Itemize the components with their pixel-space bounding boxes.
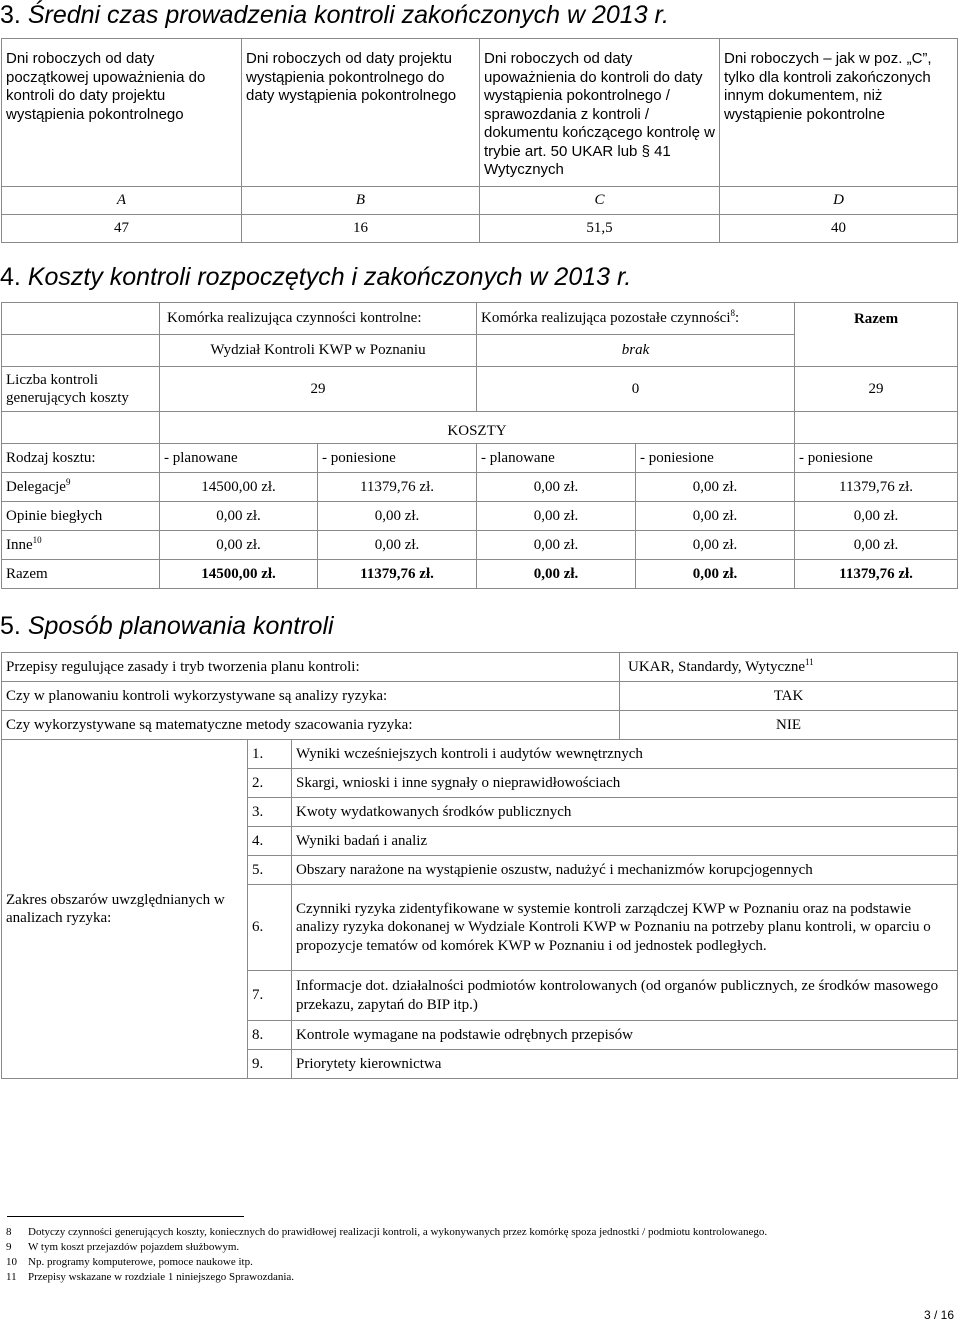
a-regulations: UKAR, Standardy, Wytyczne$^{11}$ bbox=[620, 653, 958, 682]
col-c-header: Dni roboczych od daty upoważnienia do kontroli do daty wystąpienia pokontrolnego / sprawozdania z kontroli / dokumentu kończącego kontrolę w trybie art. 50 UKAR lub § 41 Wytycznych bbox=[480, 39, 720, 187]
footnote-9: 9 W tym koszt przejazdów pojazdem służbowym. bbox=[6, 1241, 240, 1253]
cost-type-cell: - poniesione bbox=[795, 444, 958, 473]
area-text: Informacje dot. działalności podmiotów kontrolowanych (od organów publicznych, ze środków masowego przekazu, zapytań do BIP itp.) bbox=[292, 971, 958, 1021]
avg-time-table bbox=[1, 38, 958, 243]
col-d-header: Dni roboczych – jak w poz. „C”, tylko dla kontroli zakończonych innym dokumentem, niż wystąpienie pokontrolne bbox=[720, 39, 958, 187]
table-row: Delegacje$^9$ 14500,00 zł. 11379,76 zł. 0,00 zł. 0,00 zł. 11379,76 zł. bbox=[2, 473, 958, 502]
area-number: 3. bbox=[248, 798, 292, 827]
areas-label: Zakres obszarów uwzględnianych w analizach ryzyka: bbox=[2, 740, 248, 1079]
area-number: 8. bbox=[248, 1021, 292, 1050]
col-c-value: 51,5 bbox=[480, 215, 720, 243]
koszty-header: KOSZTY bbox=[160, 412, 795, 444]
q-math-methods: Czy wykorzystywane są matematyczne metody szacowania ryzyka: bbox=[2, 711, 620, 740]
area-number: 5. bbox=[248, 856, 292, 885]
count-unit2: 0 bbox=[477, 367, 795, 412]
a-risk-analysis: TAK bbox=[620, 682, 958, 711]
count-label: Liczba kontroli generujących koszty bbox=[2, 367, 160, 412]
area-text: Wyniki wcześniejszych kontroli i audytów wewnętrznych bbox=[292, 740, 958, 769]
unit1-name: Wydział Kontroli KWP w Poznaniu bbox=[160, 335, 477, 367]
a-math-methods: NIE bbox=[620, 711, 958, 740]
cost-type-label: Rodzaj kosztu: bbox=[2, 444, 160, 473]
area-number: 9. bbox=[248, 1050, 292, 1079]
planning-table bbox=[1, 652, 958, 1079]
area-number: 4. bbox=[248, 827, 292, 856]
q-regulations: Przepisy regulujące zasady i tryb tworzenia planu kontroli: bbox=[2, 653, 620, 682]
cost-type-cell: - planowane bbox=[477, 444, 636, 473]
cost-type-cell: - poniesione bbox=[318, 444, 477, 473]
total-row: Razem 14500,00 zł. 11379,76 zł. 0,00 zł. 0,00 zł. 11379,76 zł. bbox=[2, 560, 958, 589]
footnote-10: 10 Np. programy komputerowe, pomoce naukowe itp. bbox=[6, 1256, 253, 1268]
col-d-value: 40 bbox=[720, 215, 958, 243]
area-text: Czynniki ryzyka zidentyfikowane w systemie kontroli zarządczej KWP w Poznaniu oraz na podstawie analizy ryzyka dokonanej w Wydziale Kontroli KWP w Poznaniu na potrzeby planu kontroli, w oparciu o propozycje tematów od komórek KWP w Poznaniu i od jednostek podległych. bbox=[292, 885, 958, 971]
footnote-8: 8 Dotyczy czynności generujących koszty, koniecznych do prawidłowej realizacji kontroli, a wykonywanych przez komórkę spoza jednostki / podmiotu kontrolowanego. bbox=[6, 1226, 768, 1238]
table-row: Opinie biegłych 0,00 zł. 0,00 zł. 0,00 zł. 0,00 zł. 0,00 zł. bbox=[2, 502, 958, 531]
col-a-header: Dni roboczych od daty początkowej upoważnienia do kontroli do daty projektu wystąpienia pokontrolnego bbox=[2, 39, 242, 187]
costs-table bbox=[1, 302, 958, 589]
col-b-value: 16 bbox=[242, 215, 480, 243]
razem-header: Razem bbox=[795, 303, 958, 367]
col-b-header: Dni roboczych od daty projektu wystąpienia pokontrolnego do daty wystąpienia pokontrolnego bbox=[242, 39, 480, 187]
q-risk-analysis: Czy w planowaniu kontroli wykorzystywane są analizy ryzyka: bbox=[2, 682, 620, 711]
cost-type-cell: - planowane bbox=[160, 444, 318, 473]
col-c-letter: C bbox=[480, 187, 720, 215]
col-a-letter: A bbox=[2, 187, 242, 215]
area-number: 2. bbox=[248, 769, 292, 798]
cost-type-cell: - poniesione bbox=[636, 444, 795, 473]
area-text: Wyniki badań i analiz bbox=[292, 827, 958, 856]
count-unit1: 29 bbox=[160, 367, 477, 412]
unit1-header: Komórka realizująca czynności kontrolne: bbox=[160, 303, 477, 335]
unit2-header: Komórka realizująca pozostałe czynności$^8$: bbox=[477, 303, 795, 335]
col-a-value: 47 bbox=[2, 215, 242, 243]
col-b-letter: B bbox=[242, 187, 480, 215]
area-number: 7. bbox=[248, 971, 292, 1021]
area-text: Priorytety kierownictwa bbox=[292, 1050, 958, 1079]
unit2-name: brak bbox=[477, 335, 795, 367]
area-text: Kontrole wymagane na podstawie odrębnych przepisów bbox=[292, 1021, 958, 1050]
section-5-heading: 5. Sposób planowania kontroli bbox=[0, 612, 334, 640]
cost-type-row bbox=[2, 444, 958, 473]
col-d-letter: D bbox=[720, 187, 958, 215]
footnote-11: 11 Przepisy wskazane w rozdziale 1 niniejszego Sprawozdania. bbox=[6, 1271, 295, 1283]
section-3-heading: 3. Średni czas prowadzenia kontroli zakończonych w 2013 r. bbox=[0, 1, 669, 29]
section-4-heading: 4. Koszty kontroli rozpoczętych i zakończonych w 2013 r. bbox=[0, 263, 632, 291]
area-text: Obszary narażone na wystąpienie oszustw, nadużyć i mechanizmów korupcjogennych bbox=[292, 856, 958, 885]
area-text: Kwoty wydatkowanych środków publicznych bbox=[292, 798, 958, 827]
area-number: 1. bbox=[248, 740, 292, 769]
page-number: 3 / 16 bbox=[923, 1308, 954, 1322]
footnote-separator bbox=[7, 1216, 244, 1217]
area-text: Skargi, wnioski i inne sygnały o nieprawidłowościach bbox=[292, 769, 958, 798]
count-total: 29 bbox=[795, 367, 958, 412]
table-row: Inne$^{10}$ 0,00 zł. 0,00 zł. 0,00 zł. 0,00 zł. 0,00 zł. bbox=[2, 531, 958, 560]
area-number: 6. bbox=[248, 885, 292, 971]
